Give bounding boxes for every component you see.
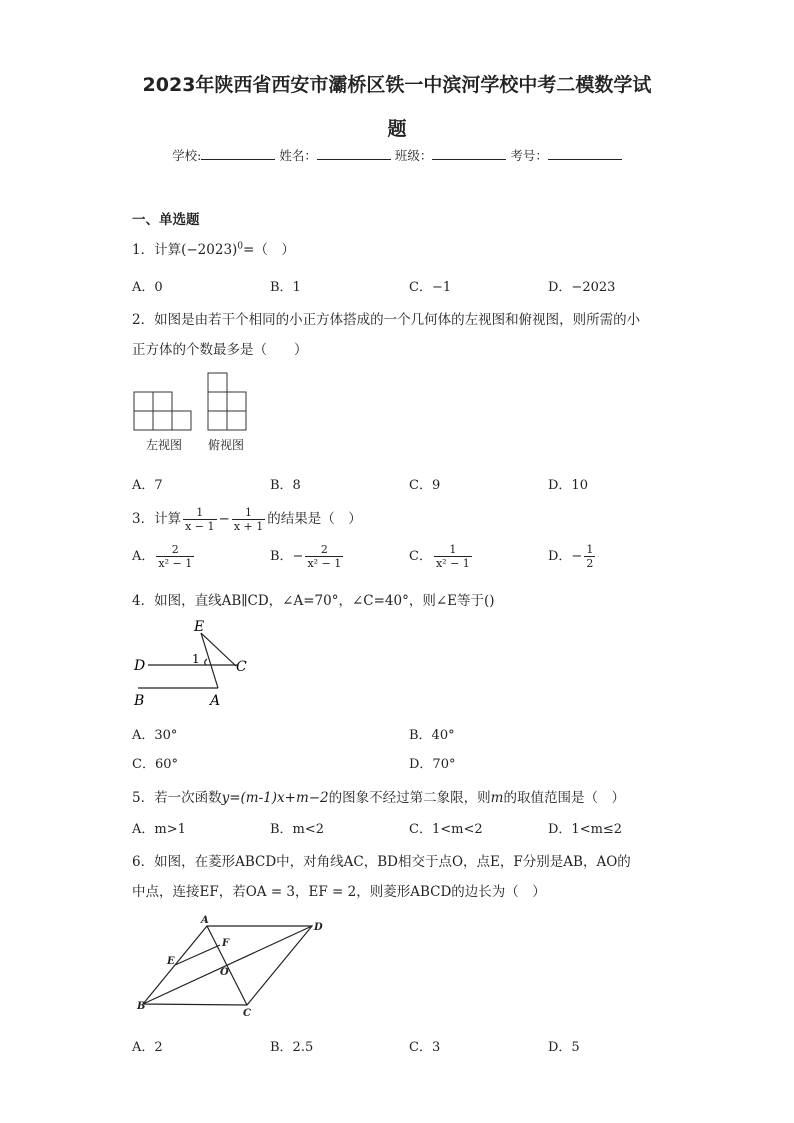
q1-stem-b: =（ ） xyxy=(243,242,295,258)
q4-option-b[interactable]: B．40° xyxy=(409,728,455,743)
q6-rhombus-figure xyxy=(134,912,330,1018)
q6-option-a[interactable]: A．2 xyxy=(132,1040,163,1055)
label-b: B xyxy=(134,693,145,708)
label-e: E xyxy=(194,619,205,635)
q5-stem-c: 的取值范围是（ ） xyxy=(503,790,625,806)
label-a: A xyxy=(210,693,221,708)
q5-variable: m xyxy=(490,790,504,806)
segment-ef xyxy=(175,945,220,965)
q4-option-a[interactable]: A．30° xyxy=(132,728,178,743)
left-view-label: 左视图 xyxy=(146,438,183,452)
label-b: B xyxy=(137,1001,146,1012)
q1-option-d[interactable]: D．−2023 xyxy=(548,280,616,295)
q4-option-d[interactable]: D．70° xyxy=(409,757,456,772)
q6-option-c[interactable]: C．3 xyxy=(409,1040,441,1055)
question-5-stem xyxy=(132,786,625,806)
q1-stem-a: 1．计算 xyxy=(132,242,182,258)
q1-option-c[interactable]: C．−1 xyxy=(409,280,452,295)
q3-minus: − xyxy=(218,511,230,527)
label-o: O xyxy=(220,967,229,978)
q2-option-a[interactable]: A．7 xyxy=(132,478,163,493)
label-angle-1: 1 xyxy=(192,652,200,666)
name-label: 姓名： xyxy=(279,148,317,163)
q2-option-b[interactable]: B．8 xyxy=(270,478,301,493)
exam-no-label: 考号： xyxy=(510,148,548,163)
q2-option-c[interactable]: C．9 xyxy=(409,478,441,493)
exam-no-blank[interactable] xyxy=(548,147,622,160)
label-a: A xyxy=(201,915,209,926)
label-d: D xyxy=(314,922,323,933)
q5-option-d[interactable]: D．1<m≤2 xyxy=(548,822,623,837)
left-view-grid xyxy=(134,392,191,430)
q1-expression: (−2023) xyxy=(181,242,238,258)
student-info-row xyxy=(0,146,794,164)
page-title-line2: 题 xyxy=(387,118,407,140)
class-label: 班级： xyxy=(394,148,433,163)
q1-option-a[interactable]: A．0 xyxy=(132,280,163,295)
q1-exponent: 0 xyxy=(237,241,244,252)
section-title: 一、单选题 xyxy=(132,212,200,228)
q3-option-c[interactable]: C． $\frac{1}{\text{x² − 1}}$ xyxy=(409,543,470,570)
top-view-label: 俯视图 xyxy=(208,438,245,452)
q6-option-b[interactable]: B．2.5 xyxy=(270,1040,314,1055)
angle-1-arc xyxy=(205,659,207,665)
label-c: C xyxy=(236,659,247,675)
q3-fraction-1: $\frac{1}{x - 1}$ xyxy=(185,506,215,533)
q5-option-a[interactable]: A．m>1 xyxy=(132,822,186,837)
q2-option-d[interactable]: D．10 xyxy=(548,478,588,493)
q1-option-b[interactable]: B．1 xyxy=(270,280,301,295)
q3-option-d[interactable]: D．− $\frac{1}{2}$ xyxy=(548,543,594,570)
q5-stem-a: 5．若一次函数 xyxy=(132,790,222,806)
question-2-line2: 正方体的个数最多是（ ） xyxy=(132,342,308,358)
q2-views-figure xyxy=(130,370,260,432)
label-f: F xyxy=(222,938,230,949)
question-6-line2: 中点，连接EF，若OA = 3，EF = 2，则菱形ABCD的边长为（ ） xyxy=(132,884,546,900)
label-c: C xyxy=(243,1008,251,1018)
q4-figure xyxy=(130,616,260,708)
q5-function: y=(m-1)x+m−2 xyxy=(221,790,329,806)
q3-fraction-2: $\frac{1}{x + 1}$ xyxy=(233,506,264,533)
q5-option-c[interactable]: C．1<m<2 xyxy=(409,822,483,837)
name-blank[interactable] xyxy=(317,147,391,160)
question-1-stem xyxy=(132,238,295,258)
question-2-line1: 2．如图是由若干个相同的小正方体搭成的一个几何体的左视图和俯视图，则所需的小 xyxy=(132,312,641,328)
label-e: E xyxy=(167,956,175,967)
question-4-stem: 4．如图，直线AB∥CD，∠A=70°，∠C=40°，则∠E等于() xyxy=(132,593,495,609)
class-blank[interactable] xyxy=(432,147,506,160)
school-label: 学校: xyxy=(172,148,202,163)
q5-option-b[interactable]: B．m<2 xyxy=(270,822,325,837)
top-view-grid xyxy=(208,373,246,430)
page-title-line1: 2023年陕西省西安市灞桥区铁一中滨河学校中考二模数学试 xyxy=(142,74,652,96)
label-d: D xyxy=(134,658,146,674)
question-3-stem xyxy=(132,506,362,533)
question-6-line1: 6．如图，在菱形ABCD中，对角线AC，BD相交于点O，点E，F分别是AB，AO的 xyxy=(132,854,631,870)
q3-stem-a: 3．计算 xyxy=(132,511,182,527)
q6-option-d[interactable]: D．5 xyxy=(548,1040,580,1055)
q3-option-a[interactable]: A． $\frac{2}{\text{x² − 1}}$ xyxy=(132,543,193,570)
school-blank[interactable] xyxy=(201,147,275,160)
q3-option-b[interactable]: B．− $\frac{2}{\text{x² − 1}}$ xyxy=(270,543,342,570)
q5-stem-b: 的图象不经过第二象限，则 xyxy=(328,790,491,806)
q4-option-c[interactable]: C．60° xyxy=(132,757,178,772)
q3-stem-b: 的结果是（ ） xyxy=(267,511,362,527)
